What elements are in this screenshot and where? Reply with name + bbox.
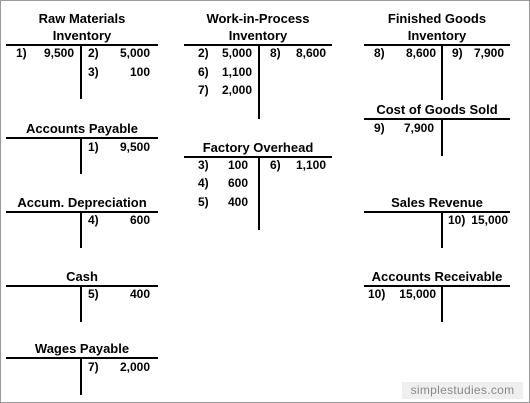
t-account-divider bbox=[80, 357, 82, 395]
entry-ref: 9) bbox=[374, 121, 385, 135]
entry-ref: 3) bbox=[198, 158, 209, 172]
t-account-divider bbox=[441, 211, 443, 248]
entry-amount: 7,900 bbox=[403, 121, 434, 135]
entry-ref: 8) bbox=[374, 46, 385, 60]
account-title: Cash bbox=[66, 269, 98, 284]
account-title: Accum. Depreciation bbox=[17, 195, 147, 210]
entry-ref: 5) bbox=[198, 195, 209, 209]
t-account-divider bbox=[80, 44, 82, 99]
entry-amount: 5,000 bbox=[221, 46, 252, 60]
account-title-line2: Inventory bbox=[52, 28, 112, 43]
entry-amount: 100 bbox=[129, 65, 150, 79]
credit-entry bbox=[88, 359, 150, 376]
t-account-raw-materials-inventory bbox=[6, 0, 158, 100]
t-account-sales-revenue bbox=[364, 192, 510, 252]
entry-amount: 600 bbox=[227, 176, 248, 190]
account-title-line2: Inventory bbox=[407, 28, 467, 43]
entry-amount: 15,000 bbox=[471, 213, 508, 227]
debit-entry bbox=[16, 45, 74, 62]
t-account-divider bbox=[258, 44, 260, 119]
debit-entry bbox=[198, 194, 248, 211]
debit-entry bbox=[374, 120, 434, 137]
account-title: Wages Payable bbox=[34, 341, 130, 356]
debit-entry bbox=[198, 157, 248, 174]
credit-entry bbox=[452, 45, 504, 62]
t-account-cost-of-goods-sold bbox=[364, 99, 510, 159]
entry-ref: 2) bbox=[198, 46, 209, 60]
account-title-line1: Work-in-Process bbox=[206, 11, 310, 26]
credit-entry bbox=[88, 212, 150, 229]
entry-ref: 4) bbox=[198, 176, 209, 190]
watermark-simplestudies: simplestudies.com bbox=[402, 382, 523, 399]
entry-amount: 9,500 bbox=[43, 46, 74, 60]
debit-entry bbox=[374, 45, 436, 62]
entry-amount: 400 bbox=[227, 195, 248, 209]
t-account-divider bbox=[441, 118, 443, 156]
entry-amount: 2,000 bbox=[221, 83, 252, 97]
t-account-accounts-receivable bbox=[364, 266, 510, 326]
credit-entry bbox=[270, 157, 326, 174]
account-title: Accounts Payable bbox=[26, 121, 138, 136]
debit-entry bbox=[198, 45, 252, 62]
t-account-cash bbox=[6, 266, 158, 326]
account-title: Accounts Receivable bbox=[371, 269, 503, 284]
credit-entry bbox=[88, 64, 150, 81]
t-account-finished-goods-inventory bbox=[364, 0, 510, 110]
entry-ref: 10) bbox=[448, 213, 466, 227]
entry-amount: 100 bbox=[227, 158, 248, 172]
credit-entry bbox=[270, 45, 326, 62]
entry-ref: 9) bbox=[452, 46, 463, 60]
t-account-divider bbox=[80, 211, 82, 248]
entry-amount: 5,000 bbox=[119, 46, 150, 60]
entry-ref: 6) bbox=[270, 158, 281, 172]
credit-entry bbox=[88, 139, 150, 156]
entry-amount: 600 bbox=[129, 213, 150, 227]
t-account-factory-overhead bbox=[184, 137, 332, 232]
entry-amount: 400 bbox=[129, 287, 150, 301]
t-account-divider bbox=[258, 156, 260, 230]
debit-entry bbox=[198, 82, 252, 99]
entry-ref: 2) bbox=[88, 46, 99, 60]
entry-ref: 1) bbox=[16, 46, 27, 60]
entry-ref: 7) bbox=[198, 83, 209, 97]
account-title: Factory Overhead bbox=[202, 140, 314, 155]
entry-amount: 1,100 bbox=[295, 158, 326, 172]
account-title-line1: Raw Materials bbox=[38, 11, 126, 26]
t-account-wages-payable bbox=[6, 339, 158, 399]
account-title-line2: Inventory bbox=[228, 28, 288, 43]
debit-entry bbox=[198, 175, 248, 192]
entry-amount: 2,000 bbox=[119, 360, 150, 374]
t-account-divider bbox=[80, 137, 82, 174]
account-title: Sales Revenue bbox=[391, 195, 483, 210]
entry-ref: 1) bbox=[88, 140, 99, 154]
account-title-line1: Finished Goods bbox=[387, 11, 487, 26]
t-account-divider bbox=[441, 44, 443, 100]
entry-ref: 10) bbox=[368, 287, 386, 301]
credit-entry bbox=[88, 286, 150, 303]
entry-amount: 9,500 bbox=[119, 140, 150, 154]
account-title: Cost of Goods Sold bbox=[376, 102, 498, 117]
entry-amount: 8,600 bbox=[295, 46, 326, 60]
entry-ref: 3) bbox=[88, 65, 99, 79]
entry-ref: 4) bbox=[88, 213, 99, 227]
entry-ref: 5) bbox=[88, 287, 99, 301]
debit-entry bbox=[198, 64, 252, 81]
debit-entry bbox=[368, 286, 436, 303]
entry-amount: 8,600 bbox=[405, 46, 436, 60]
credit-entry bbox=[448, 212, 516, 229]
t-account-accounts-payable bbox=[6, 118, 158, 178]
t-account-divider bbox=[441, 285, 443, 322]
entry-ref: 6) bbox=[198, 65, 209, 79]
t-account-work-in-process-inventory bbox=[184, 0, 332, 120]
t-account-divider bbox=[80, 285, 82, 322]
entry-ref: 8) bbox=[270, 46, 281, 60]
entry-amount: 15,000 bbox=[399, 287, 436, 301]
entry-amount: 7,900 bbox=[473, 46, 504, 60]
entry-ref: 7) bbox=[88, 360, 99, 374]
entry-amount: 1,100 bbox=[221, 65, 252, 79]
credit-entry bbox=[88, 45, 150, 62]
t-account-accum-depreciation bbox=[6, 192, 158, 252]
